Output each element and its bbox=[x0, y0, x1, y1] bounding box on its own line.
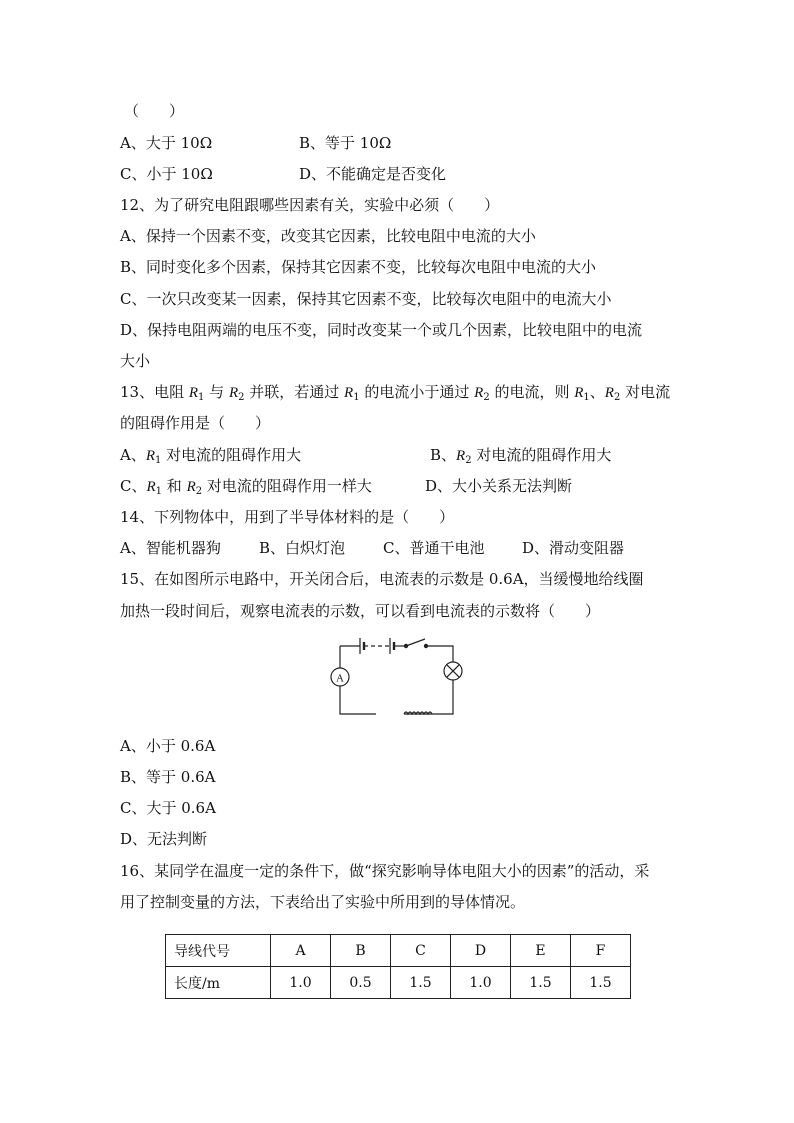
q13-option-b: B、$R_2$ 对电流的阻碍作用大 bbox=[430, 446, 612, 466]
q14-stem: 14、下列物体中，用到了半导体材料的是（ ） bbox=[120, 508, 455, 526]
switch-lever bbox=[406, 639, 425, 646]
circuit-wire-top-right bbox=[426, 646, 453, 662]
r2-symbol: R bbox=[604, 385, 614, 401]
q11-option-b: B、等于 10Ω bbox=[299, 134, 392, 152]
r1-symbol: R bbox=[145, 448, 156, 464]
table-cell: 1.0 bbox=[271, 967, 331, 999]
table-header-cell: 导线代号 bbox=[166, 935, 271, 967]
subscript: 1 bbox=[583, 392, 590, 403]
subscript: 2 bbox=[238, 392, 245, 403]
r2-symbol: R bbox=[228, 385, 239, 401]
q11-option-c: C、小于 10Ω bbox=[120, 165, 213, 183]
table-cell: B bbox=[331, 935, 391, 967]
q13-stem-text: 13、电阻 bbox=[120, 383, 189, 401]
q13-stem-text: 对电流 bbox=[620, 383, 671, 401]
conductor-table bbox=[165, 934, 631, 999]
q14-option-b: B、白炽灯泡 bbox=[259, 539, 346, 557]
circuit-wire-right bbox=[404, 680, 453, 714]
q16-stem-line2: 用了控制变量的方法，下表给出了实验中所用到的导体情况。 bbox=[120, 893, 526, 911]
r1-symbol: R bbox=[146, 479, 156, 495]
table-cell: 1.5 bbox=[391, 967, 451, 999]
q15-option-b: B、等于 0.6A bbox=[120, 768, 216, 786]
q13-stem-text: 与 bbox=[204, 383, 229, 401]
q14-option-a: A、智能机器狗 bbox=[120, 539, 221, 557]
q13-stem bbox=[120, 382, 670, 408]
q13-option-d: D、大小关系无法判断 bbox=[425, 477, 573, 495]
q16-stem-line1: 16、某同学在温度一定的条件下，做“探究影响导体电阻大小的因素”的活动，采 bbox=[120, 862, 650, 880]
q15-option-d: D、无法判断 bbox=[120, 830, 208, 848]
q11-option-d: D、不能确定是否变化 bbox=[299, 165, 447, 183]
table-cell: 1.0 bbox=[451, 967, 511, 999]
table-cell: E bbox=[511, 935, 571, 967]
q13-option-a: A、$R_1$ 对电流的阻碍作用大 bbox=[120, 446, 302, 466]
q13-stem-text: 、 bbox=[589, 383, 605, 401]
r2-symbol: R bbox=[474, 385, 484, 401]
q15-option-a: A、小于 0.6A bbox=[120, 737, 216, 755]
q12-option-d: D、保持电阻两端的电压不变，同时改变某一个或几个因素，比较电阻中的电流 bbox=[120, 321, 643, 339]
table-header-cell: 长度/m bbox=[166, 967, 271, 999]
table-cell: D bbox=[451, 935, 511, 967]
r2-symbol: R bbox=[186, 479, 196, 495]
q13-stem-text: 的电流小于通过 bbox=[359, 383, 475, 401]
table-cell: 0.5 bbox=[331, 967, 391, 999]
r1-symbol: R bbox=[188, 385, 199, 401]
subscript: 2 bbox=[483, 392, 490, 403]
q11-answer-paren: （ ） bbox=[124, 102, 185, 120]
q13-option-c: C、$R_1$ 和 $R_2$ 对电流的阻碍作用一样大 bbox=[120, 477, 372, 497]
r1-symbol: R bbox=[574, 385, 584, 401]
subscript: 1 bbox=[353, 392, 360, 403]
q15-option-c: C、大于 0.6A bbox=[120, 799, 216, 817]
table-row bbox=[166, 935, 631, 967]
subscript: 2 bbox=[613, 392, 621, 403]
table-cell: 1.5 bbox=[511, 967, 571, 999]
table-cell: A bbox=[271, 935, 331, 967]
r1-symbol: R bbox=[344, 385, 354, 401]
ammeter-label: A bbox=[336, 672, 344, 685]
q13-stem-line2: 的阻碍作用是（ ） bbox=[120, 414, 271, 432]
circuit-diagram bbox=[322, 630, 466, 722]
q15-stem-line2: 加热一段时间后，观察电流表的示数，可以看到电流表的示数将（ ） bbox=[120, 602, 601, 620]
circuit-wire-bottom bbox=[340, 686, 376, 714]
table-cell: F bbox=[571, 935, 631, 967]
q12-option-a: A、保持一个因素不变，改变其它因素，比较电阻中电流的大小 bbox=[120, 227, 536, 245]
table-row bbox=[166, 967, 631, 999]
q15-stem-line1: 15、在如图所示电路中，开关闭合后，电流表的示数是 0.6A，当缓慢地给线圈 bbox=[120, 570, 644, 588]
table-cell: 1.5 bbox=[571, 967, 631, 999]
q11-option-a: A、大于 10Ω bbox=[120, 134, 213, 152]
q14-option-d: D、滑动变阻器 bbox=[522, 539, 625, 557]
q12-option-c: C、一次只改变某一因素，保持其它因素不变，比较每次电阻中的电流大小 bbox=[120, 290, 612, 308]
q13-stem-text: 并联，若通过 bbox=[244, 383, 345, 401]
subscript: 1 bbox=[198, 392, 205, 403]
q12-option-d-continued: 大小 bbox=[120, 352, 151, 370]
q13-stem-text: 的电流，则 bbox=[489, 383, 575, 401]
table-cell: C bbox=[391, 935, 451, 967]
q12-stem: 12、为了研究电阻跟哪些因素有关，实验中必须（ ） bbox=[120, 196, 500, 214]
q12-option-b: B、同时变化多个因素，保持其它因素不变，比较每次电阻中电流的大小 bbox=[120, 258, 597, 276]
q14-option-c: C、普通干电池 bbox=[383, 539, 485, 557]
r2-symbol: R bbox=[456, 448, 466, 464]
